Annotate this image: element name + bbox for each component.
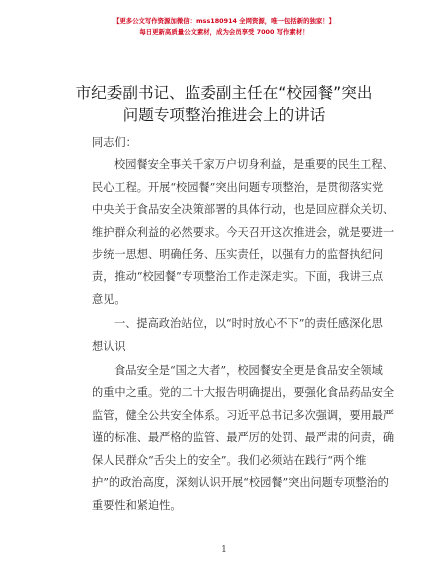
text-line: 想认识	[92, 339, 126, 353]
document-body	[92, 132, 395, 519]
promo-banner-line-2: 每日更新高质量公文素材，成为会员享受 7000 写作素材！	[139, 28, 309, 36]
text-line: 责，推动“校园餐”专项整治工作走深走实。下面，我讲三点	[92, 270, 384, 284]
text-line: 校园餐安全事关千家万户切身利益，是重要的民生工程、	[114, 158, 394, 172]
document-title	[0, 82, 448, 126]
text-line: 食品安全是“国之大者”，校园餐安全更是食品安全领域	[114, 364, 383, 378]
text-line: 一、提高政治站位，以“时时放心不下”的责任感深化思	[114, 317, 383, 331]
text-line: 保人民群众“舌尖上的安全”。我们必须站在践行“两个维	[92, 453, 367, 467]
text-line: 维护群众利益的必然要求。今天召开这次推进会，就是要进一	[92, 225, 395, 239]
text-line: 中央关于食品安全决策部署的具体行动，也是回应群众关切、	[92, 203, 395, 217]
text-line: 监管，健全公共安全体系。习近平总书记多次强调，要用最严	[92, 408, 395, 422]
text-line: 护”的政治高度，深刻认识开展“校园餐”突出问题专项整治的	[92, 476, 389, 490]
paragraph-intro	[92, 154, 395, 311]
salutation: 同志们：	[92, 136, 137, 149]
text-line: 谨的标准、最严格的监管、最严厉的处罚、最严肃的问责，确	[92, 431, 395, 445]
text-line: 步统一思想、明确任务、压实责任，以强有力的监督执纪问	[92, 248, 383, 262]
text-line: 民心工程。开展“校园餐”突出问题专项整治，是贯彻落实党	[92, 180, 384, 194]
promo-banner-line-1: 【更多公文写作资源加微信：mss180914 全网资源，唯一包括新的独家！】	[112, 17, 336, 25]
page-number: 1	[221, 545, 227, 555]
text-line: 重要性和紧迫性。	[92, 498, 182, 512]
document-title-line-2: 问题专项整治推进会上的讲话	[122, 106, 326, 124]
section-heading-1	[92, 313, 383, 358]
text-line: 的重中之重。党的二十大报告明确提出，要强化食品药品安全	[92, 386, 395, 400]
document-title-line-1: 市纪委副书记、监委副主任在“校园餐”突出	[75, 84, 373, 102]
promo-banner	[0, 16, 448, 38]
text-line: 意见。	[92, 292, 126, 306]
paragraph-section-1	[92, 360, 395, 517]
